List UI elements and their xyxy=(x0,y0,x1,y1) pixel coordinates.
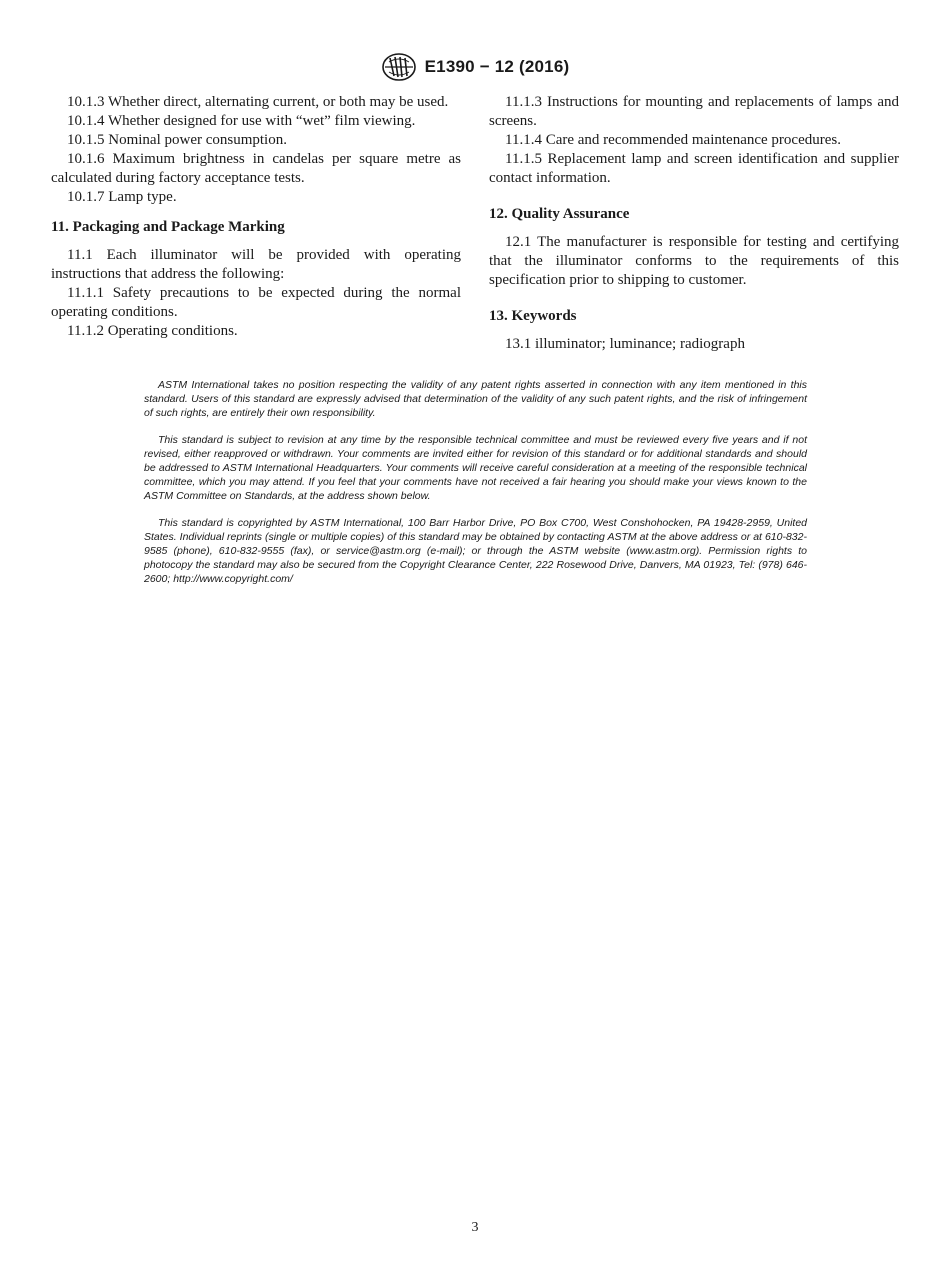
paragraph-10-1-3: 10.1.3 Whether direct, alternating current, or both may be used. xyxy=(67,94,449,110)
revision-notice: This standard is subject to revision at any time by the responsible technical committee and must be reviewed every five years and if not revised, either reapproved or withdrawn. Your comments are invited either for revision of this standard or for additional standards and should be addressed to ASTM International Headquarters. Your comments will receive careful consideration at a meeting of the responsible technical committee, which you may attend. If you feel that your comments have not received a fair hearing you should make your views known to the ASTM Committee on Standards, at the address shown below. xyxy=(144,434,807,502)
paragraph-11-1-1: 11.1.1 Safety precautions to be expected during the normal operating conditions. xyxy=(51,285,461,320)
paragraph-10-1-6: 10.1.6 Maximum brightness in candelas per square metre as calculated during factory acceptance tests. xyxy=(51,151,461,186)
right-column xyxy=(489,93,899,354)
legal-notices xyxy=(144,378,807,599)
paragraph-10-1-7: 10.1.7 Lamp type. xyxy=(67,189,177,205)
left-column xyxy=(51,93,461,341)
paragraph-11-1-4: 11.1.4 Care and recommended maintenance procedures. xyxy=(505,132,841,148)
section-heading-12: 12. Quality Assurance xyxy=(489,206,630,222)
paragraph-11-1-2: 11.1.2 Operating conditions. xyxy=(67,323,238,339)
page-number: 3 xyxy=(471,1220,479,1235)
section-heading-11: 11. Packaging and Package Marking xyxy=(51,219,285,235)
paragraph-13-1: 13.1 illuminator; luminance; radiograph xyxy=(505,336,745,352)
astm-logo-icon xyxy=(381,52,417,82)
copyright-notice: This standard is copyrighted by ASTM International, 100 Barr Harbor Drive, PO Box C700, West Conshohocken, PA 19428-2959, United States. Individual reprints (single or multiple copies) of this standard may be obtained by contacting ASTM at the above address or at 610-832-9585 (phone), 610-832-9555 (fax), or service@astm.org (e-mail); or through the ASTM website (www.astm.org). Permission rights to photocopy the standard may also be secured from the Copyright Clearance Center, 222 Rosewood Drive, Danvers, MA 01923, Tel: (978) 646-2600; http://www.copyright.com/ xyxy=(144,517,807,585)
standard-designation: E1390 − 12 (2016) xyxy=(424,57,570,76)
section-heading-13: 13. Keywords xyxy=(489,308,577,324)
paragraph-11-1-5: 11.1.5 Replacement lamp and screen identification and supplier contact information. xyxy=(489,151,899,186)
paragraph-10-1-5: 10.1.5 Nominal power consumption. xyxy=(67,132,287,148)
paragraph-10-1-4: 10.1.4 Whether designed for use with “wet” film viewing. xyxy=(67,113,416,129)
paragraph-11-1: 11.1 Each illuminator will be provided with operating instructions that address the following: xyxy=(51,247,461,282)
paragraph-12-1: 12.1 The manufacturer is responsible for testing and certifying that the illuminator conforms to the requirements of this specification prior to shipping to customer. xyxy=(489,234,899,288)
patent-notice: ASTM International takes no position respecting the validity of any patent rights asserted in connection with any item mentioned in this standard. Users of this standard are expressly advised that determination of the validity of any such patent rights, and the risk of infringement of such rights, are entirely their own responsibility. xyxy=(144,379,807,419)
page-header xyxy=(0,52,950,82)
paragraph-11-1-3: 11.1.3 Instructions for mounting and replacements of lamps and screens. xyxy=(489,94,899,129)
